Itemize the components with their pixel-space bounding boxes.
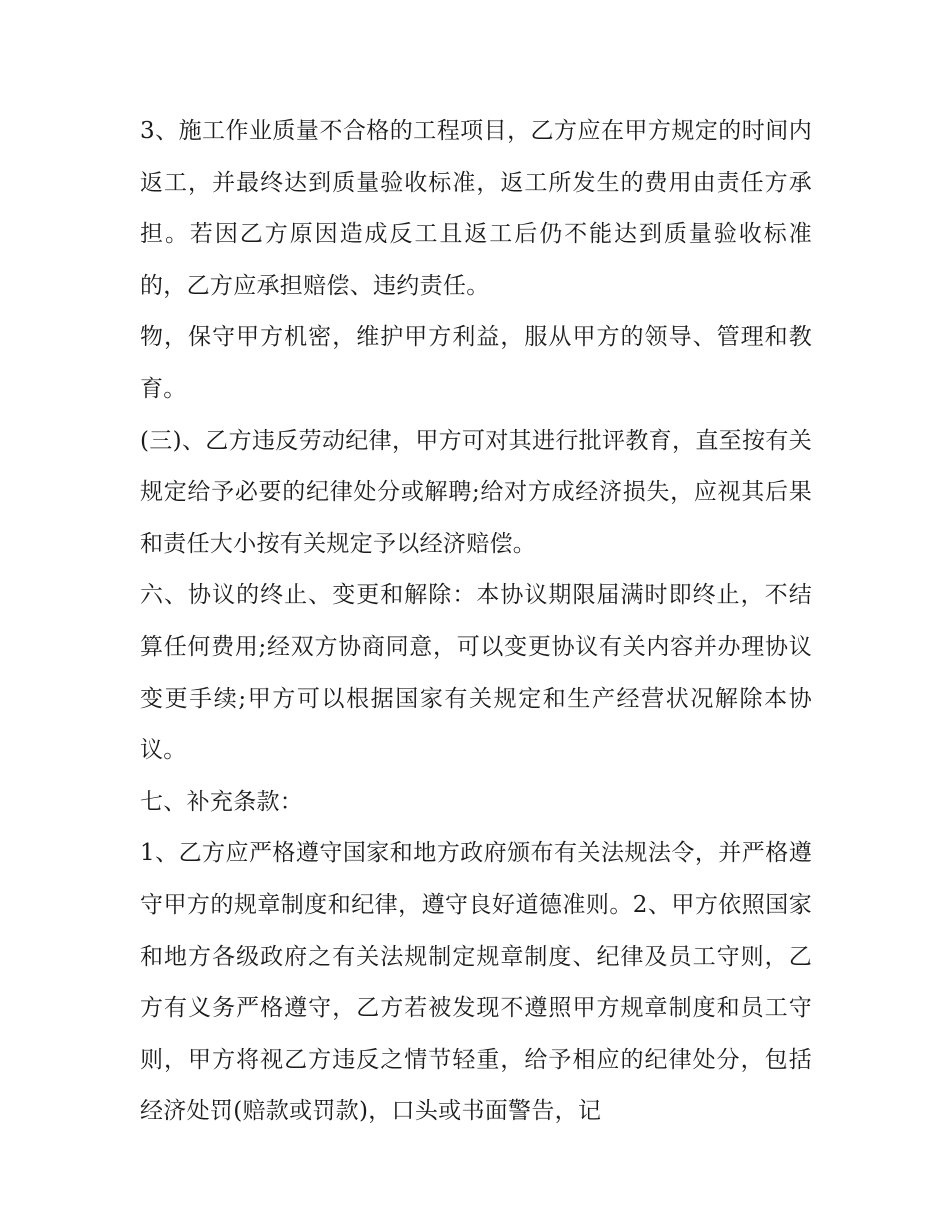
paragraph-termination: 六、协议的终止、变更和解除：本协议期限届满时即终止，不结算任何费用;经双方协商同意，可以变更协议有关内容并办理协议变更手续;甲方可以根据国家有关规定和生产经营状况解除本协议。 (140, 582, 812, 764)
document-body (140, 106, 812, 1138)
paragraph-supplementary-clauses: 1、乙方应严格遵守国家和地方政府颁布有关法规法令，并严格遵守甲方的规章制度和纪律，遵守良好道德准则。2、甲方依照国家和地方各级政府之有关法规制定规章制度、纪律及员工守则，乙方有义务严格遵守，乙方若被发现不遵照甲方规章制度和员工守则，甲方将视乙方违反之情节轻重，给予相应的纪律处分，包括经济处罚(赔款或罚款)，口头或书面警告，记 (140, 840, 812, 1125)
paragraph-supplementary-heading: 七、补充条款： (140, 788, 304, 815)
paragraph-confidentiality: 物，保守甲方机密，维护甲方利益，服从甲方的领导、管理和教育。 (140, 324, 812, 402)
paragraph-quality-rework: 3、施工作业质量不合格的工程项目，乙方应在甲方规定的时间内返工，并最终达到质量验收标准，返工所发生的费用由责任方承担。若因乙方原因造成反工且返工后仍不能达到质量验收标准的，乙方应承担赔偿、违约责任。 (140, 118, 812, 299)
paragraph-labor-discipline: (三)、乙方违反劳动纪律，甲方可对其进行批评教育，直至按有关规定给予必要的纪律处分或解聘;给对方成经济损失，应视其后果和责任大小按有关规定予以经济赔偿。 (140, 427, 812, 557)
